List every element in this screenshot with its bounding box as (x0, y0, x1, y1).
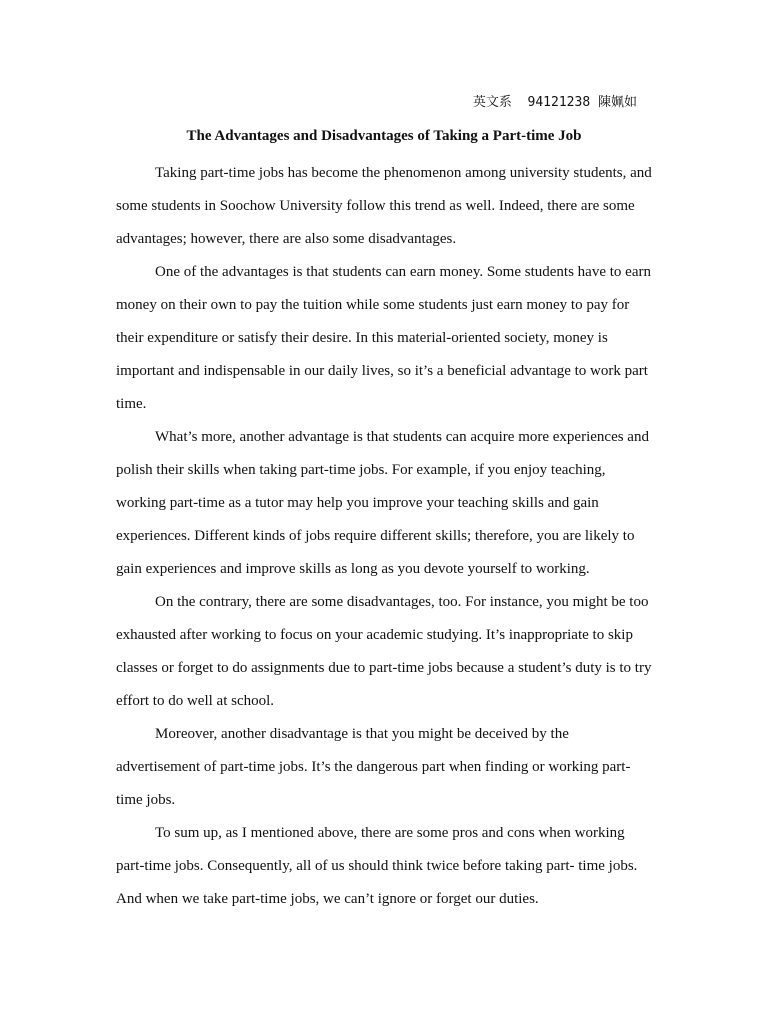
paragraph-2: One of the advantages is that students can earn money. Some students have to earn money on their own to pay the tuition while some students just earn money to pay for their expenditure or satisfy their desire. In this material-oriented society, money is important and indispensable in our daily lives, so it’s a beneficial advantage to work part time. (116, 264, 651, 412)
paragraph-5: Moreover, another disadvantage is that you might be deceived by the advertisement of part-time jobs. It’s the dangerous part when finding or working part-time jobs. (116, 726, 631, 808)
department: 英文系 (472, 95, 512, 110)
essay-body (116, 157, 656, 916)
paragraph-6: To sum up, as I mentioned above, there are some pros and cons when working part-time jobs. Consequently, all of us should think twice before taking part- time jobs. And when we take part-time jobs, we can’t ignore or forget our duties. (116, 825, 638, 907)
paragraph-4: On the contrary, there are some disadvantages, too. For instance, you might be too exhausted after working to focus on your academic studying. It’s inappropriate to skip classes or forget to do assignments due to part-time jobs because a student’s duty is to try effort to do well at school. (116, 594, 652, 709)
student-id: 94121238 (527, 95, 591, 110)
author-name: 陳姵如 (597, 95, 637, 110)
paragraph-1: Taking part-time jobs has become the phenomenon among university students, and some students in Soochow University follow this trend as well. Indeed, there are some advantages; however, there are also some disadvantages. (116, 165, 652, 247)
author-header (473, 93, 637, 113)
essay-title: The Advantages and Disadvantages of Taking a Part-time Job (186, 128, 582, 144)
paragraph-3: What’s more, another advantage is that students can acquire more experiences and polish their skills when taking part-time jobs. For example, if you enjoy teaching, working part-time as a tutor may help you improve your teaching skills and gain experiences. Different kinds of jobs require different skills; therefore, you are likely to gain experiences and improve skills as long as you devote yourself to working. (116, 429, 649, 577)
